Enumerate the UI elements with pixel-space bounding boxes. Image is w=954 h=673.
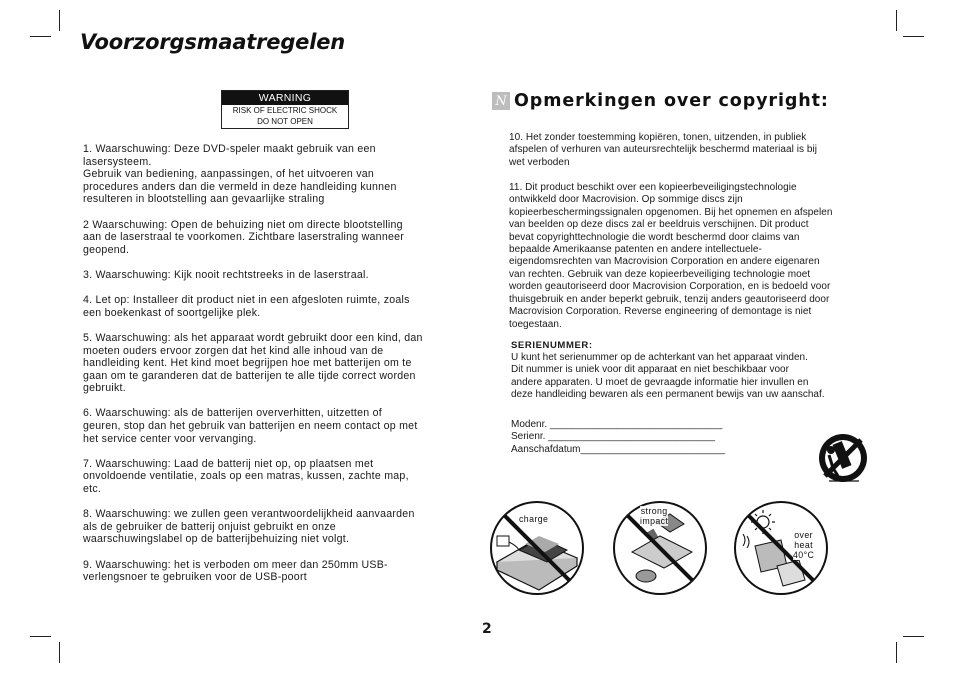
serial-heading: SERIENUMMER: — [511, 340, 593, 351]
warning-label-line: RISK OF ELECTRIC SHOCK — [232, 106, 338, 115]
warning-label-header: WARNING — [222, 91, 348, 105]
note-icon: N — [492, 92, 510, 110]
copyright-paragraph: 11. Dit product beschikt over een kopieerbeveiligingstechnologie ontwikkeld door Macrovision. Op sommige discs zijn kopieerbeschermingssignalen opgenomen. Bij het opnemen en afspelen van beelden op deze discs zal er beeldruis verschijnen. Dit product bevat copyrighttechnologie die wordt beschermd door claims van bepaalde Amerikaanse patenten en andere intellectuele- eigendomsrechten van Macrovision Corporation en andere eigenaren van rechten. Gebruik van deze kopieerbeveiliging technologie moet worden geautoriseerd door Macrovision Corporation, en is bedoeld voor thuisgebruik en ander beperkt gebruik, tenzij anders geautoriseerd door Macrovision Corporation. Reverse engineering of demontage is niet toegestaan. — [509, 181, 833, 330]
warning-item: 5. Waarschuwing: als het apparaat wordt gebruikt door een kind, dan moeten ouders ervoor zorgen dat het kind alle inhoud van de handleiding kent. Het kind moet begrijpen hoe met batterijen om te gaan om te garanderen dat de batterijen te alle tijde correct worden gebruikt. — [83, 331, 423, 395]
crop-mark — [896, 642, 897, 663]
heat-label: over heat 40°C — [793, 530, 815, 560]
warning-item: 8. Waarschuwing: we zullen geen verantwoordelijkheid aanvaarden als de gebruiker de batterij onjuist gebruikt en onze waarschuwingslabel op de batterijbehuizing niet volgt. — [83, 508, 415, 546]
no-charge-on-bed-icon — [489, 500, 585, 596]
no-tip-over-icon — [813, 428, 873, 488]
serial-text: U kunt het serienummer op de achterkant van het apparaat vinden. Dit nummer is uniek voor dit apparaat en niet beschikbaar voor andere apparaten. U moet de gevraagde informatie hier invullen en deze handleiding bewaren als een permanent bewijs van uw aanschaf. — [511, 352, 825, 401]
warning-item: 1. Waarschuwing: Deze DVD-speler maakt gebruik van een lasersysteem. Gebruik van bediening, aanpassingen, of het uitvoeren van procedures anders dan die vermeld in deze handleiding kunnen resulteren in blootstelling aan gevaarlijke straling — [83, 143, 397, 206]
impact-label: strong impact — [640, 506, 669, 526]
no-overheat-icon — [733, 500, 829, 596]
warning-item: 6. Waarschuwing: als de batterijen oververhitten, uitzetten of geuren, stop dan het gebruik van batterijen en neem contact op met het service center voor vervanging. — [83, 407, 418, 445]
warnings-list — [83, 143, 463, 596]
crop-mark — [59, 10, 60, 31]
warning-item: 4. Let op: Installeer dit product niet in een afgesloten ruimte, zoals een boekenkast of soortgelijke plek. — [83, 294, 410, 319]
warning-label — [221, 90, 349, 129]
crop-mark — [30, 36, 51, 37]
warning-label-line: DO NOT OPEN — [257, 117, 313, 126]
copyright-text — [509, 132, 871, 344]
warning-item: 3. Waarschuwing: Kijk nooit rechtstreeks in de laserstraal. — [83, 268, 369, 281]
page-number: 2 — [482, 621, 492, 637]
serial-fields: Modenr. _______________________________ Serienr. ______________________________ Aanschafdatum__________________________ — [511, 419, 726, 455]
warning-item: 7. Waarschuwing: Laad de batterij niet op, op plaatsen met onvoldoende ventilatie, zoals op een matras, kussen, zachte map, etc. — [83, 457, 409, 496]
crop-mark — [896, 10, 897, 31]
no-strong-impact-icon — [612, 500, 708, 596]
copyright-heading-row — [492, 91, 829, 111]
copyright-paragraph: 10. Het zonder toestemming kopiëren, tonen, uitzenden, in publiek afspelen of verhuren van auteursrechtelijk beschermd materiaal is bij wet verboden — [509, 132, 818, 168]
crop-mark — [903, 36, 924, 37]
crop-mark — [30, 636, 51, 637]
copyright-heading: Opmerkingen over copyright: — [514, 91, 829, 111]
warning-item: 9. Waarschuwing: het is verboden om meer dan 250mm USB- verlengsnoer te gebruiken voor de USB-poort — [83, 558, 388, 584]
crop-mark — [903, 636, 924, 637]
crop-mark — [59, 642, 60, 663]
warning-item: 2 Waarschuwing: Open de behuizing niet om directe blootstelling aan de laserstraal te voorkomen. Zichtbare laserstraling wanneer geopend. — [83, 218, 405, 256]
charge-label: charge — [519, 514, 549, 524]
page-title: Voorzorgsmaatregelen — [80, 30, 346, 54]
